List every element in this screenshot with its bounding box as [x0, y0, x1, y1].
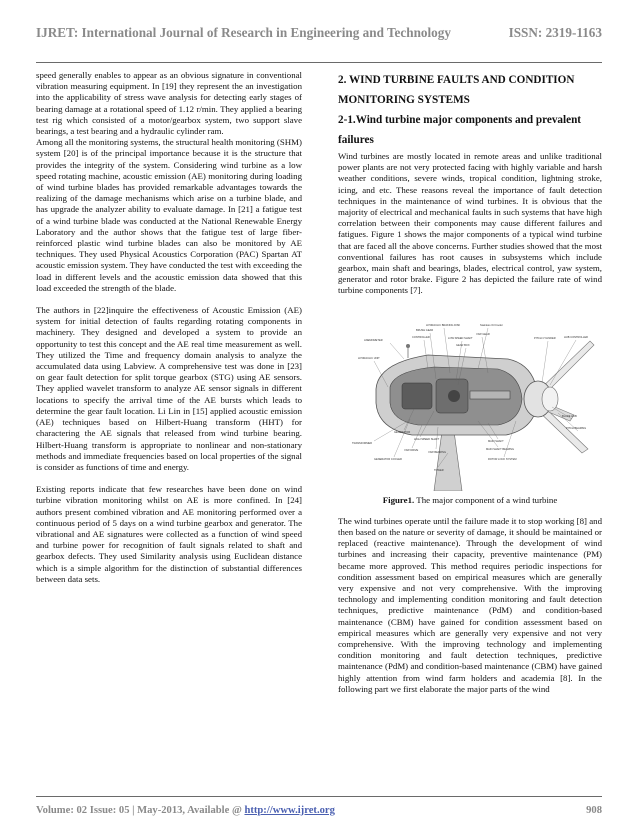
footer-volume — [36, 805, 335, 816]
label-yaw-drive: YAW DRIVE — [404, 448, 419, 452]
label-hydraulic-unit: HYDRAULIC UNIT — [358, 356, 380, 360]
label-controller: CONTROLLER — [412, 335, 430, 339]
subsection-heading: 2-1.Wind turbine major components and prevalent failures — [338, 114, 582, 146]
label-brush-gear: BRUSH GEAR — [416, 328, 434, 332]
page-header — [36, 10, 602, 56]
label-pitch-cylinder: PITCH CYLINDER — [534, 336, 556, 340]
caption-text: The major component of a wind turbine — [414, 494, 558, 505]
label-main-shaft-bearing: MAIN SHAFT BEARING — [486, 447, 515, 451]
label-generator: GENERATOR — [394, 430, 411, 434]
anemometer — [406, 344, 410, 348]
wind-turbine-figure — [338, 303, 602, 491]
label-stainless-oil-cooler: Stainless Oil Cooler — [480, 323, 503, 327]
label-pitch-bearing: PITCH BEARING — [566, 426, 587, 430]
label-high-speed-shaft: HIGH SPEED SHAFT — [414, 437, 440, 441]
spinner — [542, 387, 558, 411]
label-rotor-lock-system: ROTOR LOCK SYSTEM — [488, 457, 517, 461]
footer-rule — [36, 796, 602, 797]
left-paragraph-1: speed generally enables to appear as an obvious signature in conventional vibration measuring equipment. In [19] they represent the an investigation into the applicability of stress wave analysis for detecting early stages of bearing damage at a rotational speed of 1.12 r/min. They applied a bearing test rig which consisted of a motor/gearbox system, two support slave bearings, a test bearing and a hydraulic cylinder ram. — [36, 70, 302, 137]
brake-disk — [448, 390, 460, 402]
journal-link[interactable]: http://www.ijret.org — [244, 804, 335, 816]
left-paragraph-3: The authors in [22]inquire the effectiveness of Acoustic Emission (AE) system for initial detection of faults regarding rotating components in machinery. They designed and developed a system to provide an opportunity to test this concept and the AE real time measurement as well. They utilized the Time and frequency domain analysis to analyze the accumulated data using Labview. A comprehensive test was done in [23] on gear fault detection for split torque gearbox (STG) using AE sensors. They applied wavelet transform to analyze AE sensor signals in different locations to specify the arrival time of the AE bursts which leads to determine the gear fault location. Li Lin in [15] applied acoustic emission (AE) techniques based on Hilbert-Huang transform (HHT) for charactering the AE signals that released from wind turbine bearing. Hilbert-Huang transform is appropriate to nonlinear and non-stationary methods and immediate frequencies based on local properties of the signal is consider as functions of time and energy. — [36, 305, 302, 472]
label-yaw-gear: YAW GEAR — [476, 332, 490, 336]
header-rule — [36, 62, 602, 63]
right-paragraph-1: Wind turbines are mostly located in remote areas and unlike traditional power plants are not very protected facing with highly variable and harsh weather conditions, severe winds, tropical condition, lightning stroke, icing, and etc. These reasons reveal the importance of fault detection techniques in the maintenance of wind turbines. It is obvious that the majority of electrical and mechanical faults in such systems that have high correlation between their components may cause different failures and fatigues. Figure 1 shows the major components of a typical wind turbine that are faced all the above concerns. Further studies showed that the most conventional failures has root causes in subsystems which include gearbox, main shaft and bearings, blades, electrical control, yaw system, generator and rotor brake. Figure 2 has depicted the failure rate of wind turbine components [7]. — [338, 151, 602, 296]
page-footer — [36, 800, 602, 820]
figure-caption — [338, 495, 602, 506]
section-heading: 2. WIND TURBINE FAULTS AND CONDITION MONITORING SYSTEMS — [338, 74, 575, 106]
main-shaft — [470, 391, 510, 399]
label-blade-hub: BLADE HUB — [562, 414, 577, 418]
label-tower: TOWER — [434, 468, 444, 472]
left-paragraph-4: Existing reports indicate that few researches have been done on wind turbine vibration monitoring whilst on AE is more confined. In [24] authors present combined vibration and AE monitoring performed over a continuous period of 5 days on a wind turbine gearbox and generator. The vibrational and AE signatures were collected as a function of wind speed and turbine power for recognition of fault signals related to shaft and gearbox defects. They used Similarity analysis using Euclidean distance which is a simple algorithm for the distinction of substantial differences between data sets. — [36, 484, 302, 584]
left-paragraph-2: Among all the monitoring systems, the structural health monitoring (SHM) system [20] is of the principal importance because it is the structure that provides the integrity of the system. Considering wind turbine as a low speed rotating machine, acoustic emission (AE) monitoring during loading of wind turbine blades has provided remarkable advantages towards the realizing of the damage mechanisms which arise on a turbine blade, and has upgrade the analyzer ability to evaluate damage. In [21] a fatigue test of a wind turbine blade was conducted at the National Renewable Energy Laboratory and the author shows that the fatigue test of large fiber-reinforced plastic wind turbine blades can also be monitored by AE techniques. They used Physical Acoustics Corporation (PAC) Spartan AT acoustic emission system. They have conducted the test with exceeding the load in different levels and the acoustic emission data showed that this load exceeded the strength of the blade. — [36, 137, 302, 293]
label-generator-cooler: GENERATOR COOLER — [374, 457, 402, 461]
caption-label: Figure1. — [382, 494, 415, 505]
label-transformer: TRANSFORMER — [352, 441, 373, 445]
issn: ISSN: 2319-1163 — [508, 25, 602, 40]
generator — [402, 383, 432, 409]
page-number: 908 — [586, 804, 602, 816]
right-paragraph-2: The wind turbines operate until the failure made it to stop working [8] and then based on the nature or severity of damage, it should be maintained or replaced (reactive maintenance). Through the development of wind turbines and increasing their capacity, preventive maintenance (PM) became more approved. This method requires periodic inspections for condition assessment based on empirical measures which are generally very expensive and not very comprehensive. With the improving technology and implementing condition monitoring and fault detection techniques, predictive maintenance (PdM) and condition-based maintenance (CBM) have gained for condition assessment based on empirical measures which are generally very expensive and not very comprehensive. With the improving technology and implementing condition monitoring and fault detection techniques, predictive maintenance (PdM) and condition-based maintenance (CBM) have gained highly attention from wind farm holders and academia [8]. In the following part we first elaborate the major parts of the wind — [338, 515, 602, 694]
right-column — [338, 70, 602, 695]
label-anemometer: ANEMOMETER — [364, 338, 383, 342]
label-yaw-bearing: YAW BEARING — [428, 450, 447, 454]
label-low-speed-shaft: LOW SPEED SHAFT — [448, 336, 473, 340]
label-hub-controller: HUB CONTROLLER — [564, 335, 588, 339]
footer-volume-text: Volume: 02 Issue: 05 | May-2013, Available @ — [36, 804, 245, 816]
wind-turbine-illustration — [338, 303, 602, 491]
label-main-shaft: MAIN SHAFT — [488, 439, 504, 443]
left-column — [36, 70, 302, 585]
journal-title: IJRET: International Journal of Research in Engineering and Technology — [36, 25, 451, 40]
label-hydraulic-braking-disk: HYDRAULIC BRAKING DISK — [426, 323, 461, 327]
label-gear-box: GEAR BOX — [456, 343, 470, 347]
